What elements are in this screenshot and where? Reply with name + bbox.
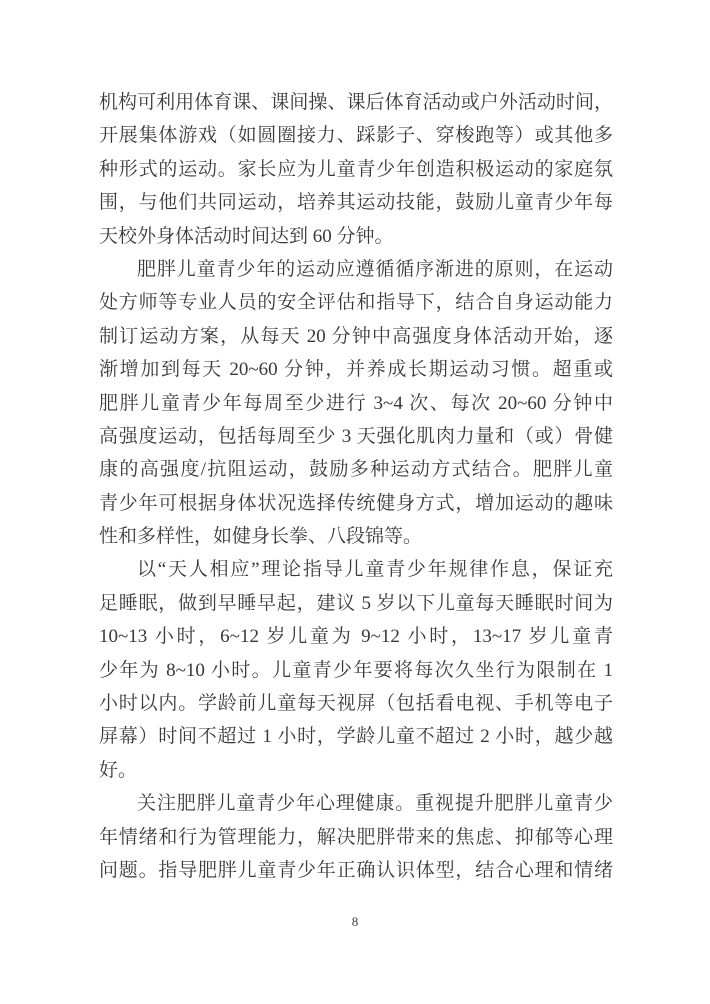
text-line: 围，与他们共同运动，培养其运动技能，鼓励儿童青少年每 [99,192,613,214]
text-line: 小时以内。学龄前儿童每天视屏（包括看电视、手机等电子 [99,693,613,715]
text-line: 足睡眠，做到早睡早起，建议 5 岁以下儿童每天睡眠时间为 [99,592,613,614]
text-line: 天校外身体活动时间达到 60 分钟。 [99,225,394,247]
text-line: 10~13 小时，6~12 岁儿童为 9~12 小时，13~17 岁儿童青 [99,626,613,648]
text-line: 制订运动方案，从每天 20 分钟中高强度身体活动开始，逐 [99,325,613,347]
text-line: 渐增加到每天 20~60 分钟，并养成长期运动习惯。超重或 [99,359,613,381]
text-line: 好。 [99,759,138,781]
text-line: 高强度运动，包括每周至少 3 天强化肌肉力量和（或）骨健 [99,425,613,447]
text-line: 性和多样性，如健身长拳、八段锦等。 [99,526,423,548]
text-line: 屏幕）时间不超过 1 小时，学龄儿童不超过 2 小时，越少越 [99,726,613,748]
page-number: 8 [351,914,359,929]
text-line: 机构可利用体育课、课间操、课后体育活动或户外活动时间， [99,92,613,113]
text-line: 少年为 8~10 小时。儿童青少年要将每次久坐行为限制在 1 [99,659,613,681]
text-line: 关注肥胖儿童青少年心理健康。重视提升肥胖儿童青少 [137,793,613,815]
paragraph [99,553,613,787]
text-line: 年情绪和行为管理能力，解决肥胖带来的焦虑、抑郁等心理 [99,826,613,848]
text-line: 以“天人相应”理论指导儿童青少年规律作息，保证充 [137,559,613,581]
text-line: 开展集体游戏（如圆圈接力、踩影子、穿梭跑等）或其他多 [99,125,613,147]
paragraph [99,86,613,253]
text-content [99,86,613,887]
text-line: 肥胖儿童青少年的运动应遵循循序渐进的原则，在运动 [137,258,613,280]
paragraph [99,253,613,554]
text-line: 处方师等专业人员的安全评估和指导下，结合自身运动能力 [99,292,613,314]
text-line: 问题。指导肥胖儿童青少年正确认识体型，结合心理和情绪 [99,859,613,881]
text-line: 康的高强度/抗阻运动，鼓励多种运动方式结合。肥胖儿童 [99,459,613,481]
text-line: 种形式的运动。家长应为儿童青少年创造积极运动的家庭氛 [99,158,613,180]
text-line: 青少年可根据身体状况选择传统健身方式，增加运动的趣味 [99,492,613,514]
paragraph [99,787,613,887]
text-line: 肥胖儿童青少年每周至少进行 3~4 次、每次 20~60 分钟中 [99,392,613,414]
